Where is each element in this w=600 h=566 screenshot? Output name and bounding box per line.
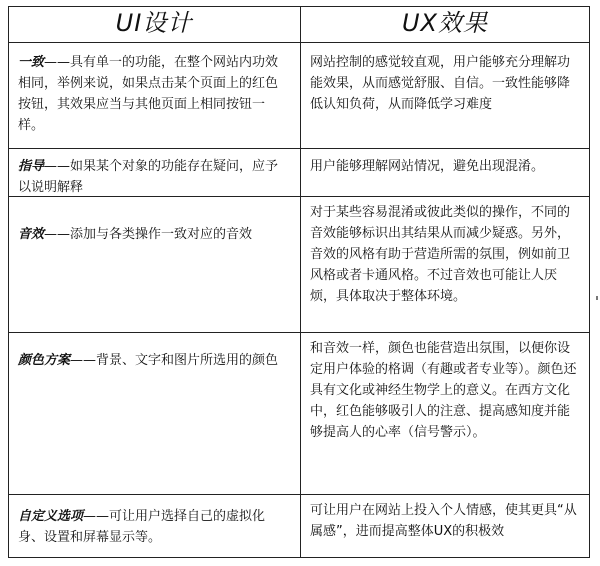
ui-design-header: UI设计	[115, 9, 193, 37]
ui-cell-custom	[18, 506, 290, 548]
column-divider	[300, 6, 301, 558]
term-consistency: 一致	[18, 55, 45, 70]
desc-consistency: ——具有单一的功能，在整个网站内功效相同，举例来说，如果点击某个页面上的红色按钮，其效果应当与其他页面上相同按钮一样。	[18, 55, 279, 133]
edge-mark	[596, 296, 598, 300]
ui-cell-sound	[18, 224, 290, 245]
ux-cell-consistency: 网站控制的感觉较直观，用户能够充分理解功能效果，从而感觉舒服、自信。一致性能够降低认知负荷，从而降低学习难度	[310, 55, 571, 112]
desc-color: ——背景、文字和图片所选用的颜色	[70, 353, 279, 368]
desc-sound: ——添加与各类操作一致对应的音效	[44, 227, 253, 242]
table-border-left	[8, 6, 9, 558]
desc-guidance: ——如果某个对象的功能存在疑问，应予以说明解释	[18, 159, 279, 195]
term-color: 颜色方案	[18, 353, 71, 368]
term-sound: 音效	[18, 227, 45, 242]
ui-cell-guidance	[18, 156, 290, 198]
ux-cell-custom: 可让用户在网站上投入个人情感，使其更具“从属感”，进而提高整体UX的积极效	[310, 503, 577, 539]
row-divider	[8, 494, 590, 495]
header-divider	[8, 42, 590, 43]
term-custom: 自定义选项	[18, 509, 84, 524]
ui-cell-consistency	[18, 52, 290, 136]
term-guidance: 指导	[18, 159, 45, 174]
desc-custom: ——可让用户选择自己的虚拟化身、设置和屏幕显示等。	[18, 509, 266, 545]
ux-cell-sound: 对于某些容易混淆或彼此类似的操作，不同的音效能够标识出其结果从而减少疑惑。另外，音效的风格有助于营造所需的氛围，例如前卫风格或者卡通风格。不过音效也可能让人厌烦，具体取决于整体环境。	[310, 205, 571, 304]
ui-cell-color	[18, 350, 290, 371]
comparison-table	[8, 6, 590, 558]
table-border-right	[589, 6, 590, 558]
ux-cell-guidance: 用户能够理解网站情况，避免出现混淆。	[310, 159, 545, 174]
row-divider	[8, 148, 590, 149]
ux-cell-color: 和音效一样，颜色也能营造出氛围，以便你设定用户体验的格调（有趣或者专业等）。颜色还具有文化或神经生物学上的意义。在西方文化中，红色能够吸引人的注意、提高感知度并能够提高人的心率（信号警示）。	[310, 341, 577, 440]
table-border-bottom	[8, 557, 590, 558]
table-border-top	[8, 6, 590, 7]
ux-effect-header: UX效果	[401, 9, 488, 37]
row-divider	[8, 332, 590, 333]
